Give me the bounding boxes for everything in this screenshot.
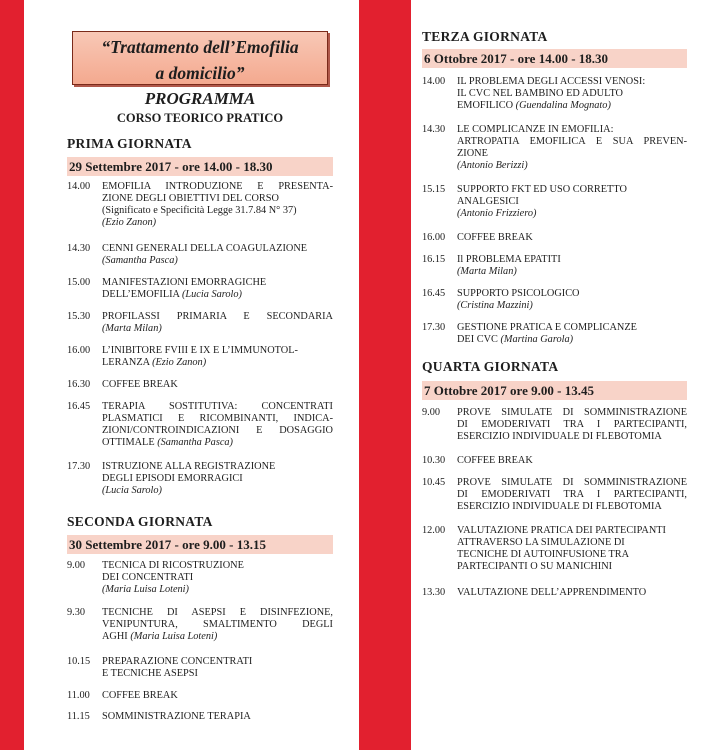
day-date-band: 29 Settembre 2017 - ore 14.00 - 18.30 [67, 157, 333, 176]
item-line-text: ESERCIZIO INDIVIDUALE DI FLEBOTOMIA [457, 501, 662, 512]
item-line [102, 473, 333, 485]
day-title: PRIMA GIORNATA [67, 136, 192, 151]
item-body [102, 345, 333, 369]
item-line [102, 205, 333, 217]
item-time: 12.00 [422, 525, 446, 536]
item-time: 10.30 [422, 455, 446, 466]
item-line [102, 656, 333, 668]
item-body [457, 124, 687, 172]
item-time: 11.00 [67, 690, 90, 701]
item-body [102, 181, 333, 229]
item-speaker: (Maria Luisa Loteni) [130, 631, 218, 642]
item-line-text: PREPARAZIONE CONCENTRATI [102, 656, 253, 667]
item-line-text: PROVE SIMULATE DI SOMMINISTRAZIONE [457, 477, 687, 488]
item-line-text: COFFEE BREAK [457, 232, 533, 243]
item-line [457, 419, 687, 431]
item-speaker: (Cristina Mazzini) [457, 300, 533, 311]
item-time: 15.00 [67, 277, 91, 288]
item-line-text: CENNI GENERALI DELLA COAGULAZIONE [102, 243, 308, 254]
item-body [102, 560, 333, 596]
item-speaker: (Samantha Pasca) [102, 255, 178, 266]
item-body [457, 254, 687, 278]
item-line [457, 232, 687, 244]
item-line [457, 477, 687, 489]
item-line [102, 243, 333, 255]
item-line [102, 311, 333, 323]
item-body [457, 232, 687, 244]
item-body [102, 461, 333, 497]
item-line-text: ESERCIZIO INDIVIDUALE DI FLEBOTOMIA [457, 431, 662, 442]
day-title: QUARTA GIORNATA [422, 359, 559, 374]
item-line [457, 561, 687, 573]
item-time: 17.30 [67, 461, 91, 472]
item-line-text: TERAPIA SOSTITUTIVA: CONCENTRATI [102, 401, 333, 412]
item-body [102, 607, 333, 643]
item-line-text: COFFEE BREAK [457, 455, 533, 466]
item-line [102, 345, 333, 357]
item-time: 16.30 [67, 379, 91, 390]
item-body [102, 277, 333, 301]
item-line-text: Il PROBLEMA EPATITI [457, 254, 561, 265]
item-line [102, 461, 333, 473]
item-line-text: L’INIBITORE FVIII E IX E L’IMMUNOTOL- [102, 345, 298, 356]
item-line [457, 587, 687, 599]
item-line-text: PARTECIPANTI O SU MANICHINI [457, 561, 613, 572]
item-line-text: VENIPUNTURA, SMALTIMENTO DEGLI [102, 619, 333, 630]
item-time: 16.45 [422, 288, 446, 299]
item-line-text: PROVE SIMULATE DI SOMMINISTRAZIONE [457, 407, 687, 418]
item-line [457, 196, 687, 208]
item-line-text: SUPPORTO PSICOLOGICO [457, 288, 580, 299]
item-line [457, 148, 687, 160]
item-speaker: (Samantha Pasca) [157, 437, 233, 448]
item-body [102, 243, 333, 267]
item-line [457, 288, 687, 300]
item-line-text: DI EMODERIVATI TRA I PARTECIPANTI, [457, 419, 687, 430]
day-date-band: 6 Ottobre 2017 - ore 14.00 - 18.30 [422, 49, 687, 68]
item-body [457, 525, 687, 573]
item-speaker: (Martina Garola) [500, 334, 574, 345]
item-line-text: E TECNICHE ASEPSI [102, 668, 198, 679]
item-speaker: (Marta Milan) [457, 266, 517, 277]
item-line-text: OTTIMALE [102, 437, 155, 448]
day-date-band: 30 Settembre 2017 - ore 9.00 - 13.15 [67, 535, 333, 554]
item-line-text: VALUTAZIONE DELL’APPRENDIMENTO [457, 587, 647, 598]
item-line [457, 88, 687, 100]
item-line-text: ISTRUZIONE ALLA REGISTRAZIONE [102, 461, 276, 472]
item-line-text: DELL’EMOFILIA [102, 289, 180, 300]
item-time: 17.30 [422, 322, 446, 333]
item-line-text: MANIFESTAZIONI EMORRAGICHE [102, 277, 267, 288]
item-body [457, 184, 687, 220]
corso-subheading: CORSO TEORICO PRATICO [116, 111, 284, 125]
item-body [457, 477, 687, 513]
item-line-text: GESTIONE PRATICA E COMPLICANZE [457, 322, 637, 333]
item-speaker: (Maria Luisa Loteni) [102, 584, 189, 595]
item-time: 16.15 [422, 254, 446, 265]
item-line-text: PLASMATICI E RICOMBINANTI, INDICA- [102, 413, 333, 424]
item-line [457, 431, 687, 443]
item-line-text: AGHI [102, 631, 128, 642]
left-red-stripe [0, 0, 24, 750]
item-line-text: SUPPORTO FKT ED USO CORRETTO [457, 184, 627, 195]
item-body [102, 711, 333, 723]
item-line-text: SOMMINISTRAZIONE TERAPIA [102, 711, 251, 722]
item-line [457, 549, 687, 561]
item-line-text: ZIONI/CONTROINDICAZIONI E DOSAGGIO [102, 425, 333, 436]
item-speaker: (Antonio Berizzi) [457, 160, 528, 171]
item-time: 9.30 [67, 607, 86, 618]
item-line [102, 357, 333, 369]
item-time: 14.00 [422, 76, 446, 87]
item-line [102, 289, 333, 301]
item-line [457, 455, 687, 467]
programma-heading: PROGRAMMA [144, 89, 256, 108]
item-speaker: (Guendalina Mognato) [515, 100, 611, 111]
item-line [457, 124, 687, 136]
item-line-text: IL CVC NEL BAMBINO ED ADULTO [457, 88, 623, 99]
item-line [102, 437, 333, 449]
item-line-text: VALUTAZIONE PRATICA DEI PARTECIPANTI [457, 525, 666, 536]
item-line-text: TECNICHE DI AUTOINFUSIONE TRA [457, 549, 630, 560]
item-time: 10.15 [67, 656, 91, 667]
item-line [457, 525, 687, 537]
item-body [102, 401, 333, 449]
item-time: 10.45 [422, 477, 446, 488]
item-line-text: DI EMODERIVATI TRA I PARTECIPANTI, [457, 489, 687, 500]
item-speaker: (Lucia Sarolo) [102, 485, 162, 496]
item-line [457, 136, 687, 148]
item-speaker: (Lucia Sarolo) [182, 289, 242, 300]
item-time: 13.30 [422, 587, 446, 598]
item-body [102, 656, 333, 680]
item-time: 9.00 [422, 407, 441, 418]
title-line-1: “Trattamento dell’Emofilia [101, 37, 299, 57]
item-line-text: PROFILASSI PRIMARIA E SECONDARIA [102, 311, 333, 322]
item-line [102, 619, 333, 631]
item-line [457, 76, 687, 88]
item-line [102, 668, 333, 680]
item-speaker: (Marta Milan) [102, 323, 162, 334]
item-time: 15.30 [67, 311, 91, 322]
item-line [102, 425, 333, 437]
item-line [102, 277, 333, 289]
item-line-text: COFFEE BREAK [102, 379, 178, 390]
item-line-text: DEGLI EPISODI EMORRAGICI [102, 473, 243, 484]
item-body [102, 379, 333, 391]
item-line [102, 560, 333, 572]
item-line [102, 401, 333, 413]
title-box [72, 31, 328, 85]
item-body [102, 690, 333, 702]
item-time: 11.15 [67, 711, 90, 722]
item-speaker: (Ezio Zanon) [102, 217, 157, 228]
item-line [457, 334, 687, 346]
item-line [457, 322, 687, 334]
item-body [457, 407, 687, 443]
item-body [457, 455, 687, 467]
item-line-text: ANALGESICI [457, 196, 519, 207]
item-time: 15.15 [422, 184, 446, 195]
item-line [102, 193, 333, 205]
item-body [457, 322, 687, 346]
item-body [457, 288, 687, 312]
item-line [102, 607, 333, 619]
item-line-text: TECNICHE DI ASEPSI E DISINFEZIONE, [102, 607, 333, 618]
item-line [457, 407, 687, 419]
item-line-text: ZIONE DEGLI OBIETTIVI DEL CORSO [102, 193, 279, 204]
item-line-text: IL PROBLEMA DEGLI ACCESSI VENOSI: [457, 76, 646, 87]
item-line [102, 181, 333, 193]
item-time: 14.30 [422, 124, 446, 135]
item-line [102, 631, 333, 643]
item-line-text: EMOFILICO [457, 100, 514, 111]
item-line-text: DEI CVC [457, 334, 498, 345]
item-time: 9.00 [67, 560, 86, 571]
item-line [457, 100, 687, 112]
item-speaker: (Ezio Zanon) [152, 357, 207, 368]
item-line-text: (Significato e Specificità Legge 31.7.84 N° 37) [102, 205, 297, 216]
item-time: 14.30 [67, 243, 91, 254]
item-line [102, 711, 333, 723]
item-line-text: LERANZA [102, 357, 150, 368]
day-date-band: 7 Ottobre 2017 ore 9.00 - 13.45 [422, 381, 687, 400]
item-time: 16.45 [67, 401, 91, 412]
item-line-text: ATTRAVERSO LA SIMULAZIONE DI [457, 537, 625, 548]
item-body [457, 76, 687, 112]
item-body [457, 587, 687, 599]
item-line [102, 572, 333, 584]
item-body [102, 311, 333, 335]
item-time: 16.00 [67, 345, 91, 356]
item-line [102, 690, 333, 702]
item-line [457, 501, 687, 513]
item-line [102, 413, 333, 425]
center-red-stripe [359, 0, 411, 750]
item-line-text: LE COMPLICANZE IN EMOFILIA: [457, 124, 614, 135]
item-line-text: EMOFILIA INTRODUZIONE E PRESENTA- [102, 181, 333, 192]
day-title: TERZA GIORNATA [422, 29, 548, 44]
item-line-text: TECNICA DI RICOSTRUZIONE [102, 560, 244, 571]
item-line [457, 537, 687, 549]
item-time: 16.00 [422, 232, 446, 243]
item-line [457, 254, 687, 266]
item-line [457, 184, 687, 196]
item-line-text: COFFEE BREAK [102, 690, 178, 701]
item-line [102, 379, 333, 391]
item-line [457, 489, 687, 501]
item-speaker: (Antonio Frizziero) [457, 208, 537, 219]
item-line-text: DEI CONCENTRATI [102, 572, 194, 583]
item-line-text: ZIONE [457, 148, 488, 159]
item-line-text: ARTROPATIA EMOFILICA E SUA PREVEN- [457, 136, 687, 147]
item-time: 14.00 [67, 181, 91, 192]
title-line-2: a domicilio” [155, 63, 245, 83]
day-title: SECONDA GIORNATA [67, 514, 213, 529]
